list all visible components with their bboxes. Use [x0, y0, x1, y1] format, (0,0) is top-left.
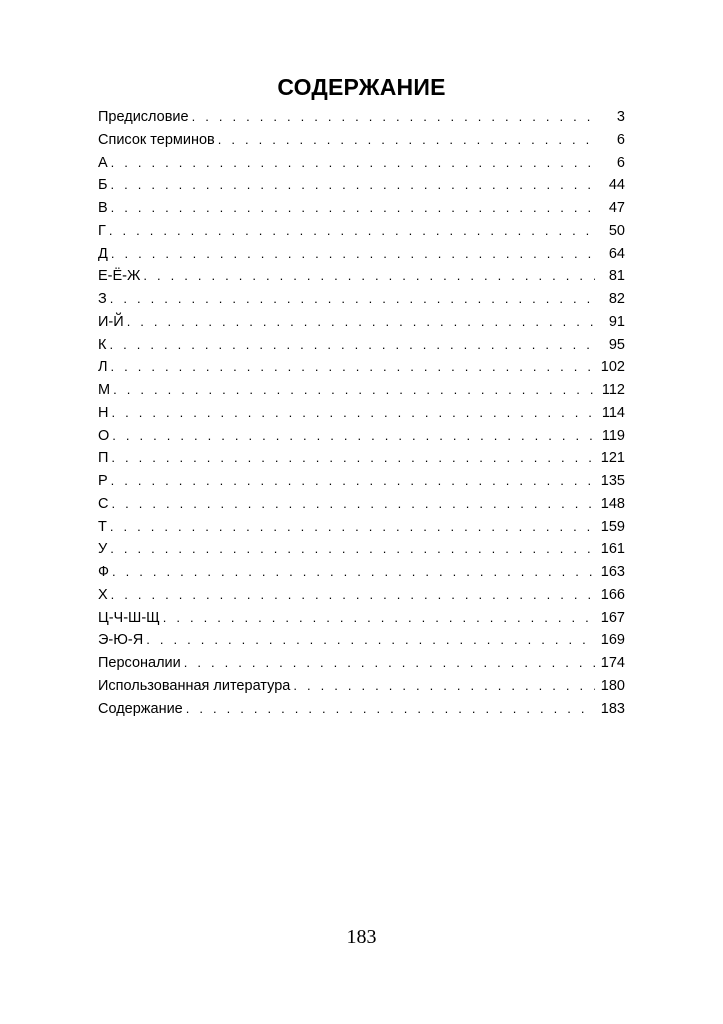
toc-entry-page: 6 — [616, 131, 625, 148]
toc-entry-label: А — [98, 154, 108, 171]
toc-entry-label: Л — [98, 359, 108, 376]
dot-leader — [113, 379, 595, 402]
dot-leader — [218, 129, 595, 152]
toc-entry — [98, 470, 625, 493]
toc-entry-label: Х — [98, 586, 108, 603]
dot-leader — [111, 197, 595, 220]
toc-entry-label: Е-Ё-Ж — [98, 268, 141, 285]
toc-entry-page: 50 — [608, 222, 625, 239]
toc-entry-page: 183 — [600, 700, 625, 717]
toc-entry-page: 174 — [600, 655, 625, 671]
toc-entry-page: 180 — [600, 677, 625, 694]
toc-entry-page: 81 — [608, 268, 625, 285]
toc-entry-page: 121 — [600, 450, 625, 467]
toc-entry-label: Предисловие — [98, 109, 189, 125]
toc-entry-label: Ф — [98, 564, 110, 580]
toc-entry — [98, 698, 625, 721]
toc-entry-label: Т — [98, 518, 107, 535]
dot-leader — [111, 447, 595, 470]
toc-entry-label: Персоналии — [98, 655, 181, 671]
toc-entry-label: О — [98, 427, 110, 444]
toc-entry — [98, 584, 625, 607]
dot-leader — [109, 220, 595, 243]
toc-entry-page: 82 — [608, 291, 625, 307]
toc-entry — [98, 129, 625, 152]
toc-entry — [98, 265, 625, 288]
toc-entry-label: Н — [98, 404, 109, 421]
toc-entry-page: 102 — [600, 359, 625, 376]
dot-leader — [111, 243, 595, 266]
toc-entry-page: 169 — [600, 632, 625, 649]
toc-entry — [98, 402, 625, 425]
toc-entry-page: 44 — [608, 177, 625, 194]
toc-entry-page: 112 — [601, 382, 625, 398]
page-number: 183 — [346, 926, 377, 948]
toc-entry-label: Список терминов — [98, 131, 215, 148]
toc-entry — [98, 652, 625, 675]
dot-leader — [110, 516, 595, 539]
toc-entry-label: Э-Ю-Я — [98, 632, 144, 649]
toc-entry — [98, 447, 625, 470]
toc-entry-label: И-Й — [98, 313, 124, 330]
toc-entry-page: 135 — [600, 473, 625, 489]
toc-entry-page: 114 — [601, 404, 625, 421]
toc-entry-page: 64 — [608, 245, 625, 262]
dot-leader — [112, 425, 595, 448]
page-title: СОДЕРЖАНИЕ — [277, 74, 446, 100]
toc-entry — [98, 243, 625, 266]
dot-leader — [109, 334, 595, 357]
toc-entry-label: Г — [98, 222, 106, 239]
dot-leader — [111, 174, 595, 197]
toc-entry-label: С — [98, 495, 109, 512]
toc-entry — [98, 607, 625, 630]
toc-entry — [98, 538, 625, 561]
toc-entry — [98, 288, 625, 311]
dot-leader — [163, 607, 595, 630]
toc-entry-page: 163 — [600, 564, 625, 580]
dot-leader — [111, 470, 595, 493]
toc-entry-label: М — [98, 382, 111, 398]
dot-leader — [127, 311, 595, 334]
toc-entry — [98, 152, 625, 175]
toc-entry — [98, 197, 625, 220]
dot-leader — [293, 675, 595, 698]
toc-entry-page: 47 — [608, 200, 625, 216]
dot-leader — [112, 561, 595, 584]
toc-entry — [98, 174, 625, 197]
toc-entry — [98, 561, 625, 584]
toc-entry — [98, 425, 625, 448]
toc-entry-label: З — [98, 291, 107, 307]
toc-entry — [98, 311, 625, 334]
toc-entry — [98, 379, 625, 402]
dot-leader — [146, 629, 595, 652]
dot-leader — [143, 265, 595, 288]
toc-entry-page: 6 — [616, 154, 625, 171]
dot-leader — [111, 356, 595, 379]
dot-leader — [192, 106, 595, 129]
dot-leader — [111, 152, 595, 175]
toc-entry — [98, 516, 625, 539]
toc-entry — [98, 629, 625, 652]
toc-entry-label: Д — [98, 245, 108, 262]
toc-entry-label: Р — [98, 473, 108, 489]
toc-entry-page: 166 — [600, 586, 625, 603]
toc-entry-label: К — [98, 336, 107, 353]
toc-entry — [98, 356, 625, 379]
toc-entry — [98, 334, 625, 357]
toc-entry-label: Использованная литература — [98, 677, 291, 694]
dot-leader — [110, 288, 595, 311]
dot-leader — [111, 584, 595, 607]
toc-entry — [98, 493, 625, 516]
toc-entry-page: 148 — [600, 495, 625, 512]
toc-entry-page: 161 — [600, 541, 625, 558]
dot-leader — [111, 493, 595, 516]
toc-entry — [98, 220, 625, 243]
toc-entry-label: Содержание — [98, 700, 183, 717]
toc-entry-page: 3 — [616, 109, 625, 125]
toc-entry-page: 119 — [601, 427, 625, 444]
toc-entry-page: 167 — [600, 609, 625, 626]
toc-entry-page: 159 — [600, 518, 625, 535]
dot-leader — [186, 698, 595, 721]
table-of-contents — [98, 106, 625, 720]
toc-entry-label: У — [98, 541, 108, 558]
toc-entry-label: В — [98, 200, 108, 216]
toc-entry-label: Б — [98, 177, 108, 194]
toc-entry-page: 91 — [608, 313, 625, 330]
toc-entry-page: 95 — [608, 336, 625, 353]
toc-entry-label: П — [98, 450, 109, 467]
dot-leader — [110, 538, 595, 561]
toc-entry — [98, 675, 625, 698]
toc-entry-label: Ц-Ч-Ш-Щ — [98, 609, 160, 626]
dot-leader — [111, 402, 595, 425]
dot-leader — [184, 652, 595, 675]
toc-entry — [98, 106, 625, 129]
